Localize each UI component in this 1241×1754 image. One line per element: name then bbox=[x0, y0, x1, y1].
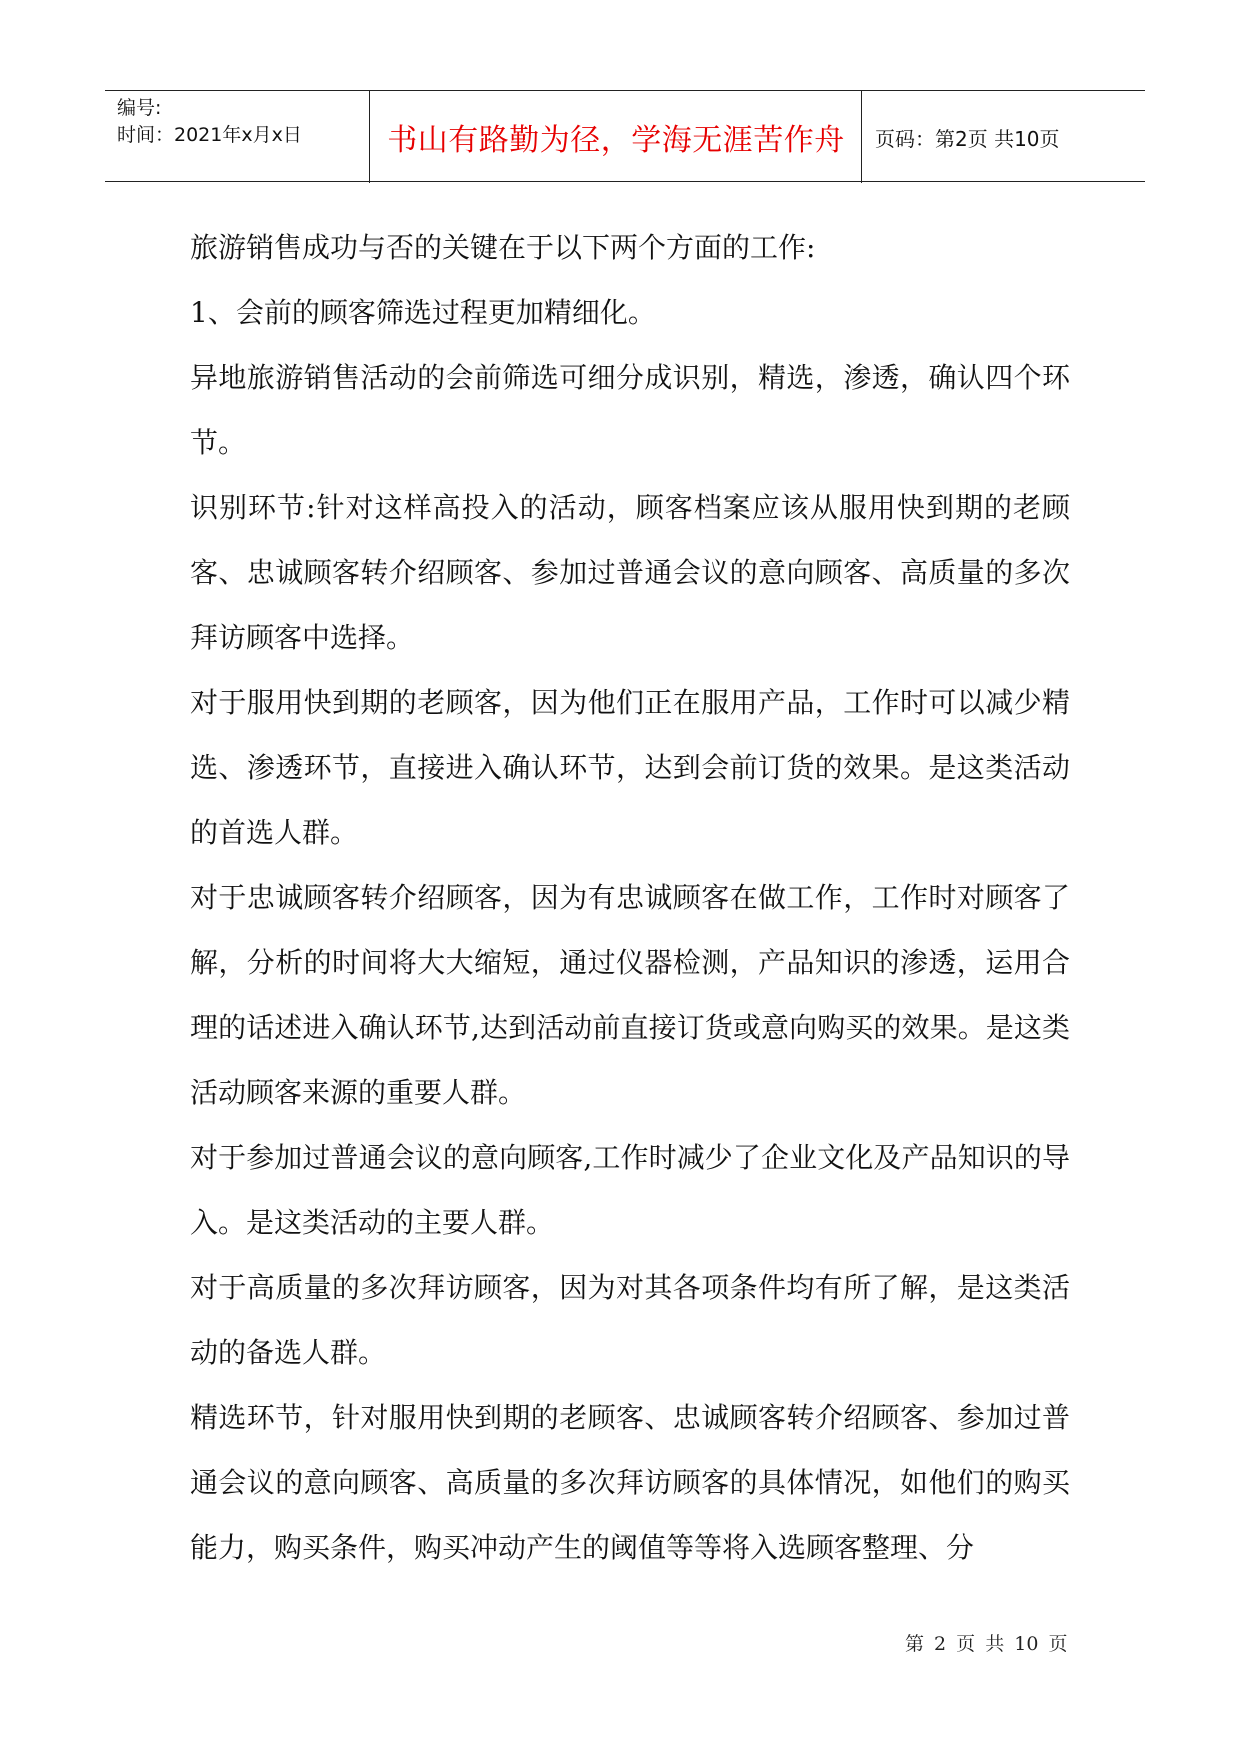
paragraph: 1、会前的顾客筛选过程更加精细化。 bbox=[190, 296, 656, 329]
paragraph: 旅游销售成功与否的关键在于以下两个方面的工作: bbox=[190, 231, 816, 264]
paragraph: 对于忠诚顾客转介绍顾客，因为有忠诚顾客在做工作，工作时对顾客了解，分析的时间将大大缩短，通过仪器检测，产品知识的渗透，运用合理的话述进入确认环节,达到活动前直接订货或意向购买的效果。是这类活动顾客来源的重要人群。 bbox=[190, 881, 1070, 1109]
document-time-label: 时间：2021年x月x日 bbox=[117, 124, 302, 146]
page-footer: 第 2 页 共 10 页 bbox=[905, 1633, 1068, 1655]
document-number-label: 编号: bbox=[117, 97, 162, 119]
paragraph: 异地旅游销售活动的会前筛选可细分成识别，精选，渗透，确认四个环节。 bbox=[190, 361, 1070, 459]
page-header bbox=[105, 90, 1145, 182]
paragraph: 识别环节:针对这样高投入的活动，顾客档案应该从服用快到期的老顾客、忠诚顾客转介绍顾客、参加过普通会议的意向顾客、高质量的多次拜访顾客中选择。 bbox=[190, 491, 1070, 654]
document-body bbox=[190, 215, 1070, 1580]
header-motto: 书山有路勤为径，学海无涯苦作舟 bbox=[387, 123, 845, 158]
header-divider bbox=[369, 91, 370, 183]
paragraph: 对于服用快到期的老顾客，因为他们正在服用产品，工作时可以减少精选、渗透环节，直接进入确认环节，达到会前订货的效果。是这类活动的首选人群。 bbox=[190, 686, 1070, 849]
paragraph: 对于高质量的多次拜访顾客，因为对其各项条件均有所了解，是这类活动的备选人群。 bbox=[190, 1271, 1070, 1369]
header-divider bbox=[861, 91, 862, 183]
header-meta bbox=[117, 95, 367, 149]
paragraph: 精选环节，针对服用快到期的老顾客、忠诚顾客转介绍顾客、参加过普通会议的意向顾客、高质量的多次拜访顾客的具体情况，如他们的购买能力，购买条件，购买冲动产生的阈值等等将入选顾客整理、分 bbox=[190, 1401, 1070, 1564]
paragraph: 对于参加过普通会议的意向顾客,工作时减少了企业文化及产品知识的导入。是这类活动的主要人群。 bbox=[190, 1141, 1070, 1239]
header-page-number: 页码：第2页 共10页 bbox=[875, 126, 1060, 151]
